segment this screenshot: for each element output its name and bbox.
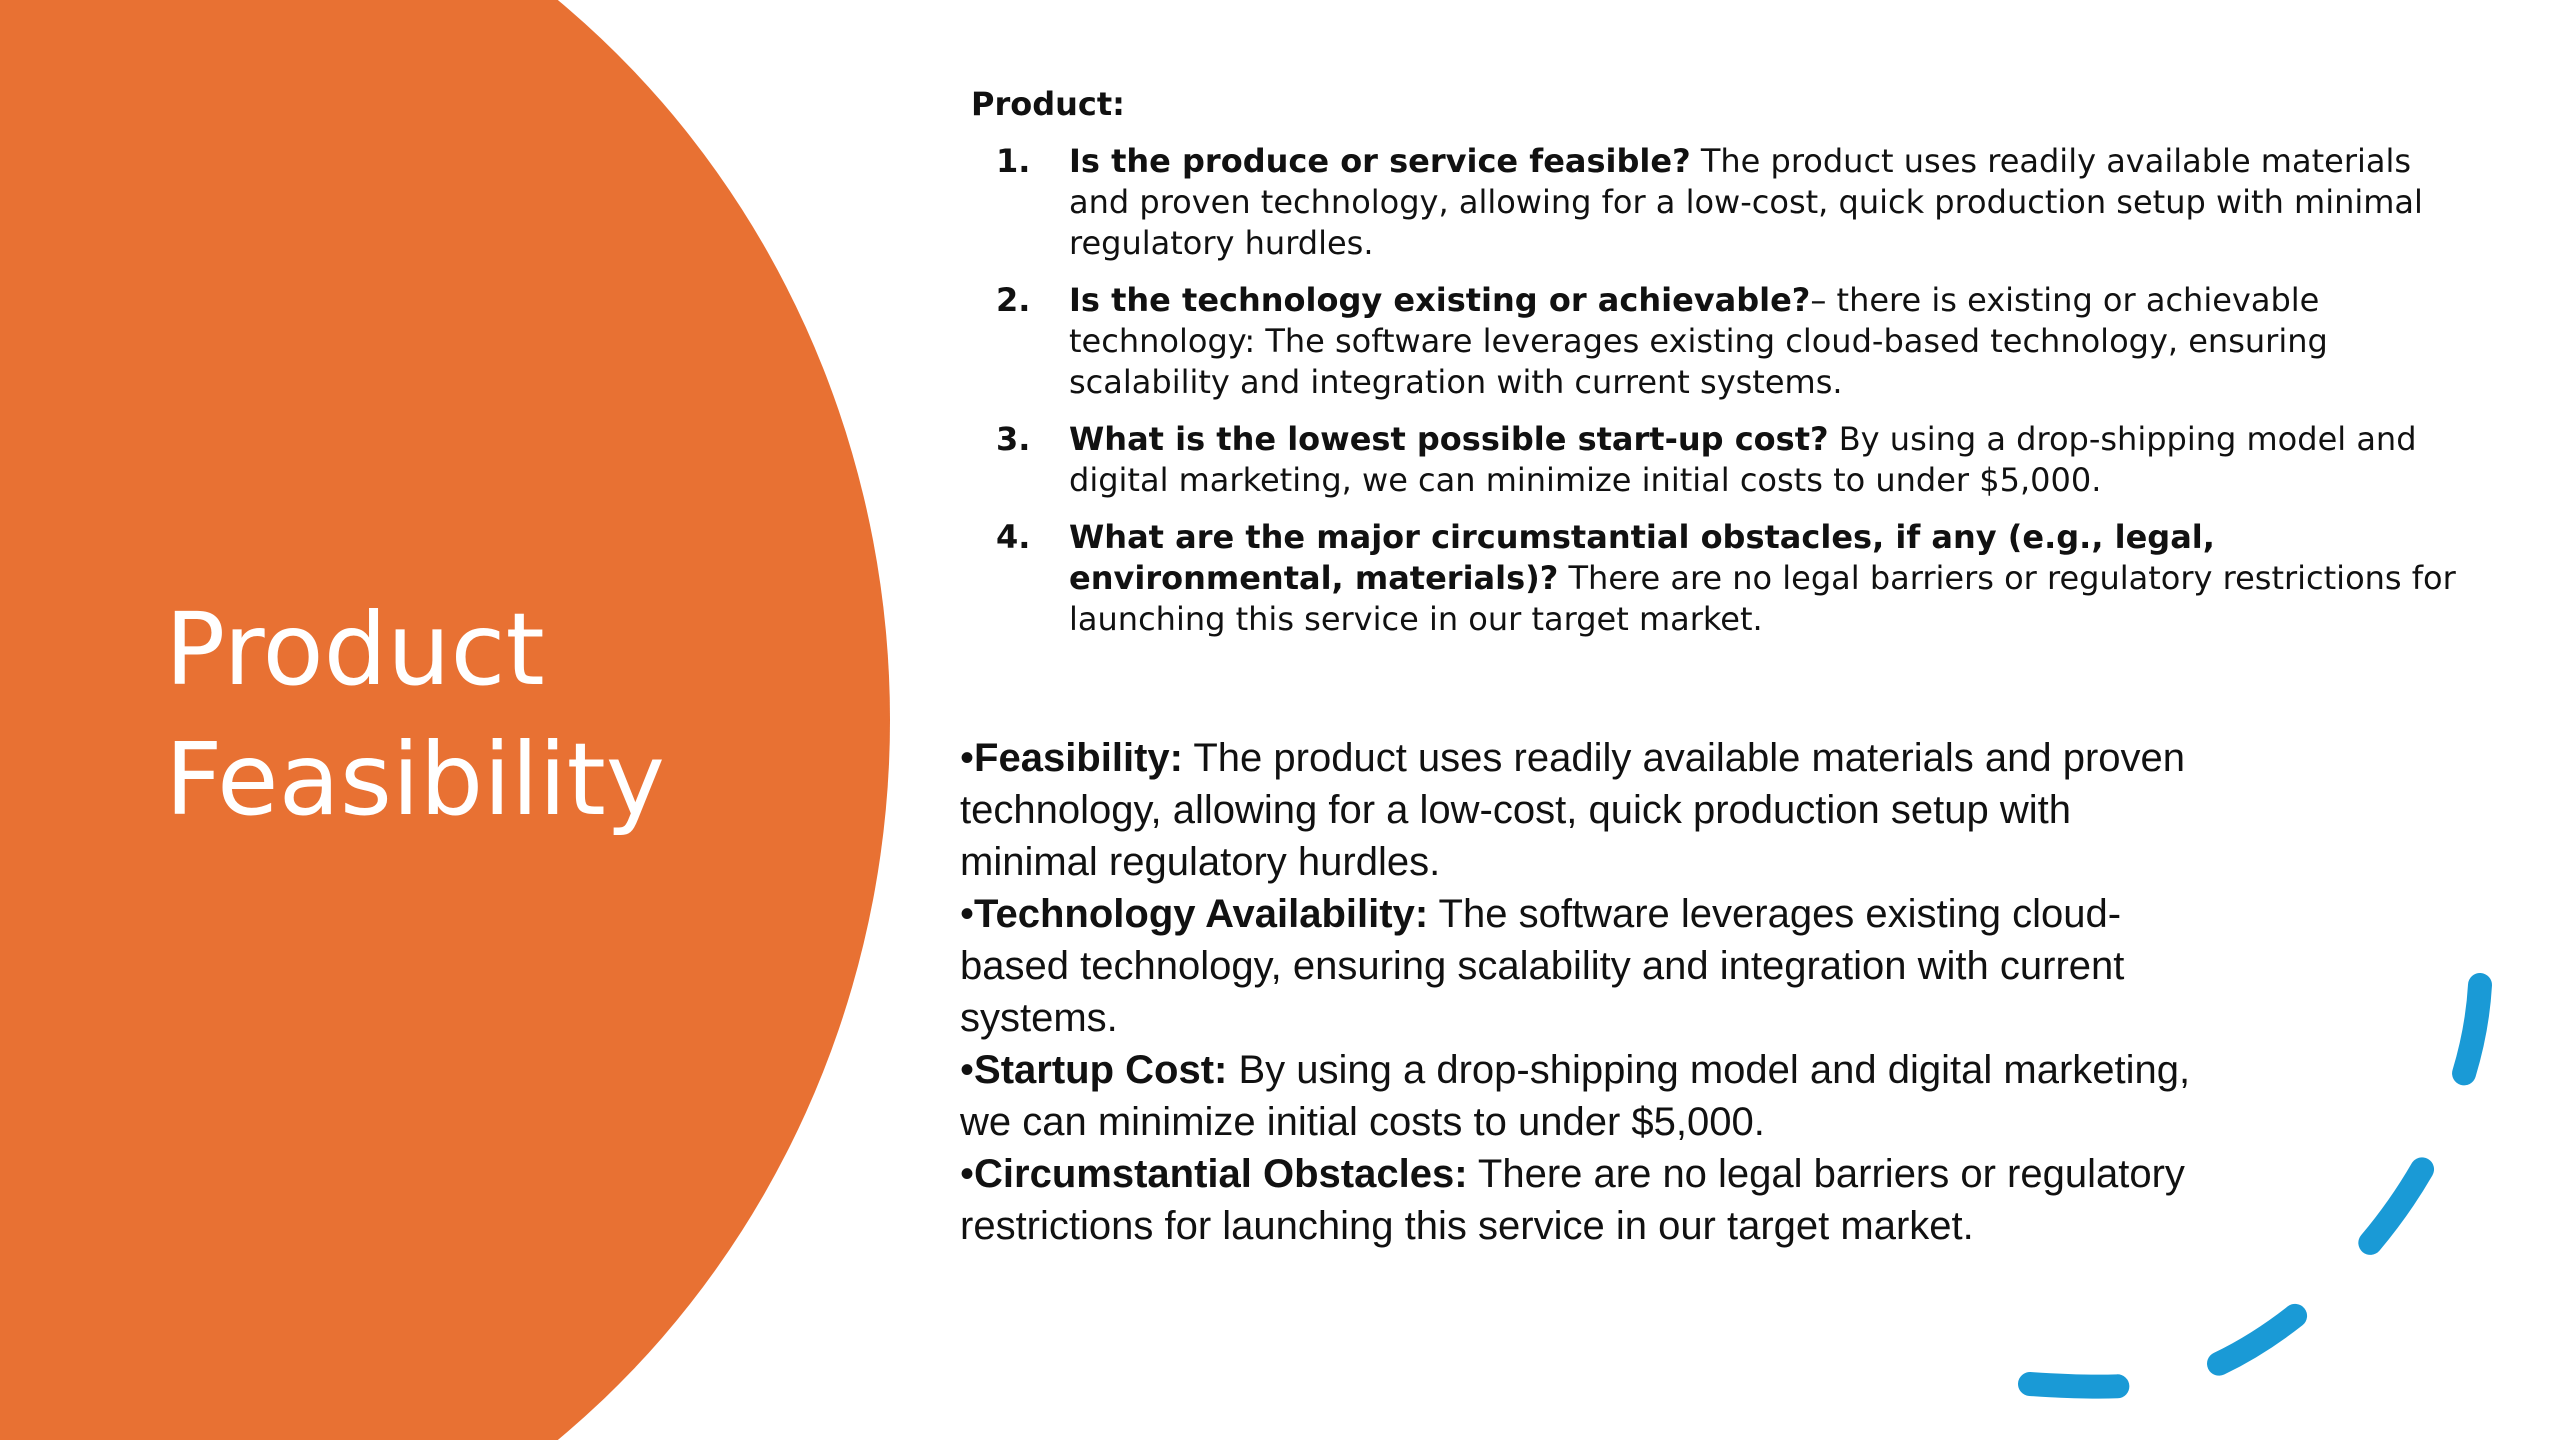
summary-label: Feasibility:	[974, 736, 1183, 780]
question-number: 3.	[996, 420, 1031, 458]
bullet: •	[960, 1152, 975, 1196]
answer-text: There are no legal barriers or regulatory restrictions for launching this service in our target market.	[1069, 559, 2456, 638]
bullet: •	[960, 892, 975, 936]
summary-text: By using a drop-shipping model and digital marketing, we can minimize initial costs to under $5,000.	[960, 1048, 2191, 1144]
summary-label: Startup Cost:	[974, 1048, 1228, 1092]
question-number: 4.	[996, 518, 1031, 556]
summary-label: Circumstantial Obstacles:	[974, 1152, 1468, 1196]
summary-text: The software leverages existing cloud-based technology, ensuring scalability and integration with current systems.	[960, 892, 2125, 1040]
summary-text: There are no legal barriers or regulatory restrictions for launching this service in our target market.	[960, 1152, 2185, 1248]
question-text: What is the lowest possible start-up cost?	[1069, 420, 1829, 458]
title-line-2: Feasibility	[165, 721, 665, 838]
answer-text: – there is existing or achievable technology: The software leverages existing cloud-based technology, ensuring scalability and integration with current systems.	[1069, 281, 2328, 401]
summary-text: The product uses readily available materials and proven technology, allowing for a low-cost, quick production setup with minimal regulatory hurdles.	[960, 736, 2186, 884]
title-line-1: Product	[165, 591, 545, 708]
product-heading: Product:	[971, 85, 1125, 123]
question-number: 2.	[996, 281, 1031, 319]
summary-label: Technology Availability:	[974, 892, 1429, 936]
question-text: Is the produce or service feasible?	[1069, 142, 1691, 180]
answer-text: By using a drop-shipping model and digital marketing, we can minimize initial costs to under $5,000.	[1069, 420, 2417, 499]
dashed-arc-stroke	[2030, 985, 2480, 1387]
answer-text: The product uses readily available materials and proven technology, allowing for a low-cost, quick production setup with minimal regulatory hurdles.	[1069, 142, 2423, 262]
question-text: What are the major circumstantial obstacles, if any (e.g., legal, environmental, materials)?	[1069, 518, 2215, 597]
question-number: 1.	[996, 142, 1031, 180]
bullet: •	[960, 736, 975, 780]
bullet: •	[960, 1048, 975, 1092]
question-text: Is the technology existing or achievable?	[1069, 281, 1811, 319]
